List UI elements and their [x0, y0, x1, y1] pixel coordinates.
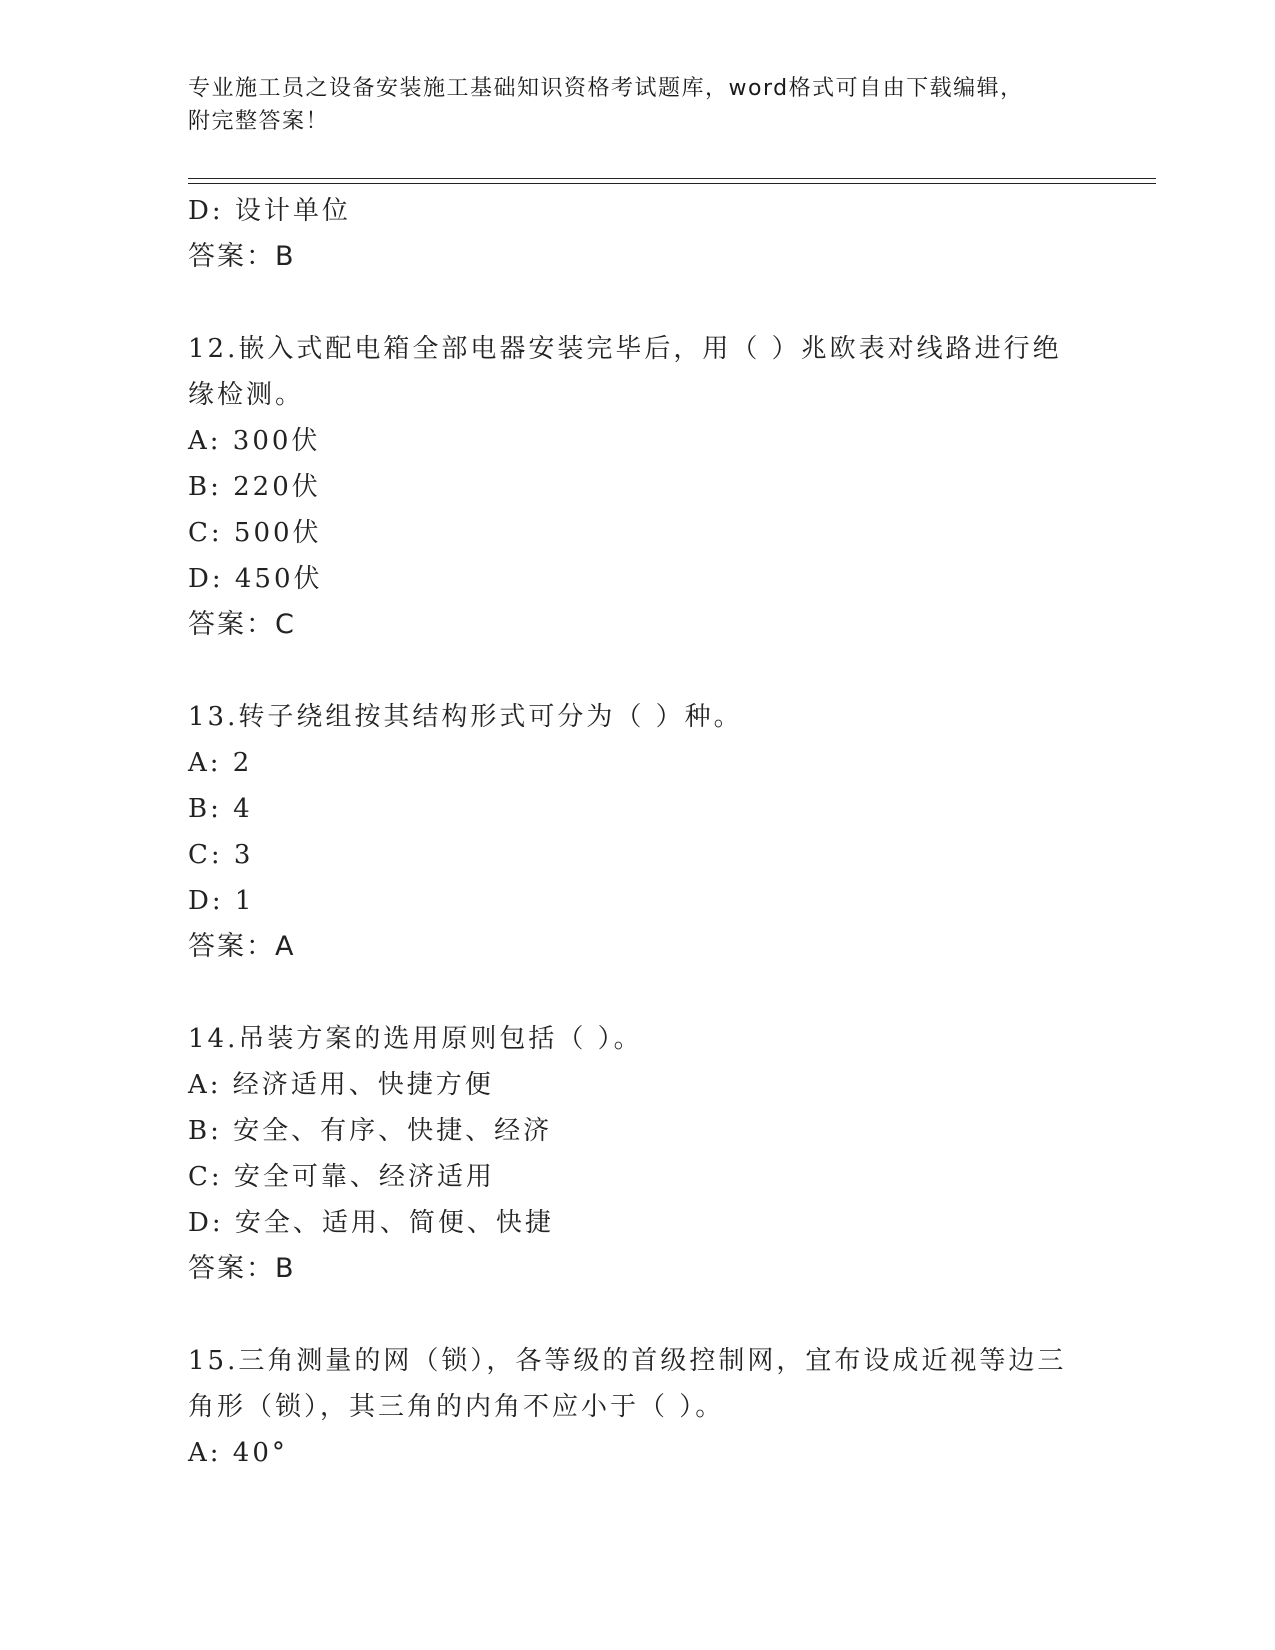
question-13 — [188, 694, 1128, 970]
question-text-line-1: 15.三角测量的网（锁），各等级的首级控制网，宜布设成近视等边三 — [188, 1346, 1067, 1376]
option-a: A: 经济适用、快捷方便 — [188, 1070, 494, 1100]
option-d: D: 1 — [188, 886, 255, 916]
header-line-2: 附完整答案！ — [188, 109, 330, 134]
option-d: D: 设计单位 — [188, 196, 351, 226]
answer-line: 答案：A — [188, 931, 296, 962]
answer-line: 答案：B — [188, 241, 296, 272]
option-a: A: 2 — [188, 748, 253, 778]
header-line-1: 专业施工员之设备安装施工基础知识资格考试题库，word格式可自由下载编辑， — [188, 76, 1024, 101]
option-a: A: 40° — [188, 1438, 288, 1468]
question-15 — [188, 1338, 1128, 1476]
question-14 — [188, 1016, 1128, 1292]
question-12 — [188, 326, 1128, 648]
question-11-tail — [188, 188, 1128, 280]
option-a: A: 300伏 — [188, 426, 321, 456]
option-d: D: 安全、适用、简便、快捷 — [188, 1208, 554, 1238]
question-text-line-2: 角形（锁），其三角的内角不应小于（ ）。 — [188, 1392, 725, 1422]
question-text-line-1: 14.吊装方案的选用原则包括（ ）。 — [188, 1024, 643, 1054]
question-text-line-1: 12.嵌入式配电箱全部电器安装完毕后，用（ ）兆欧表对线路进行绝 — [188, 334, 1062, 364]
question-list — [188, 188, 1128, 1476]
option-c: C: 安全可靠、经济适用 — [188, 1162, 495, 1192]
option-c: C: 500伏 — [188, 518, 322, 548]
option-b: B: 安全、有序、快捷、经济 — [188, 1116, 553, 1146]
spacer — [188, 970, 1128, 1016]
spacer — [188, 648, 1128, 694]
answer-line: 答案：B — [188, 1253, 296, 1284]
option-b: B: 4 — [188, 794, 253, 824]
question-text-line-2: 缘检测。 — [188, 380, 305, 410]
option-d: D: 450伏 — [188, 564, 323, 594]
header-divider-top — [188, 178, 1156, 179]
document-header — [188, 72, 1088, 138]
option-b: B: 220伏 — [188, 472, 321, 502]
header-divider-bottom — [188, 183, 1156, 184]
spacer — [188, 280, 1128, 326]
spacer — [188, 1292, 1128, 1338]
question-text-line-1: 13.转子绕组按其结构形式可分为（ ）种。 — [188, 702, 743, 732]
answer-line: 答案：C — [188, 609, 296, 640]
option-c: C: 3 — [188, 840, 254, 870]
